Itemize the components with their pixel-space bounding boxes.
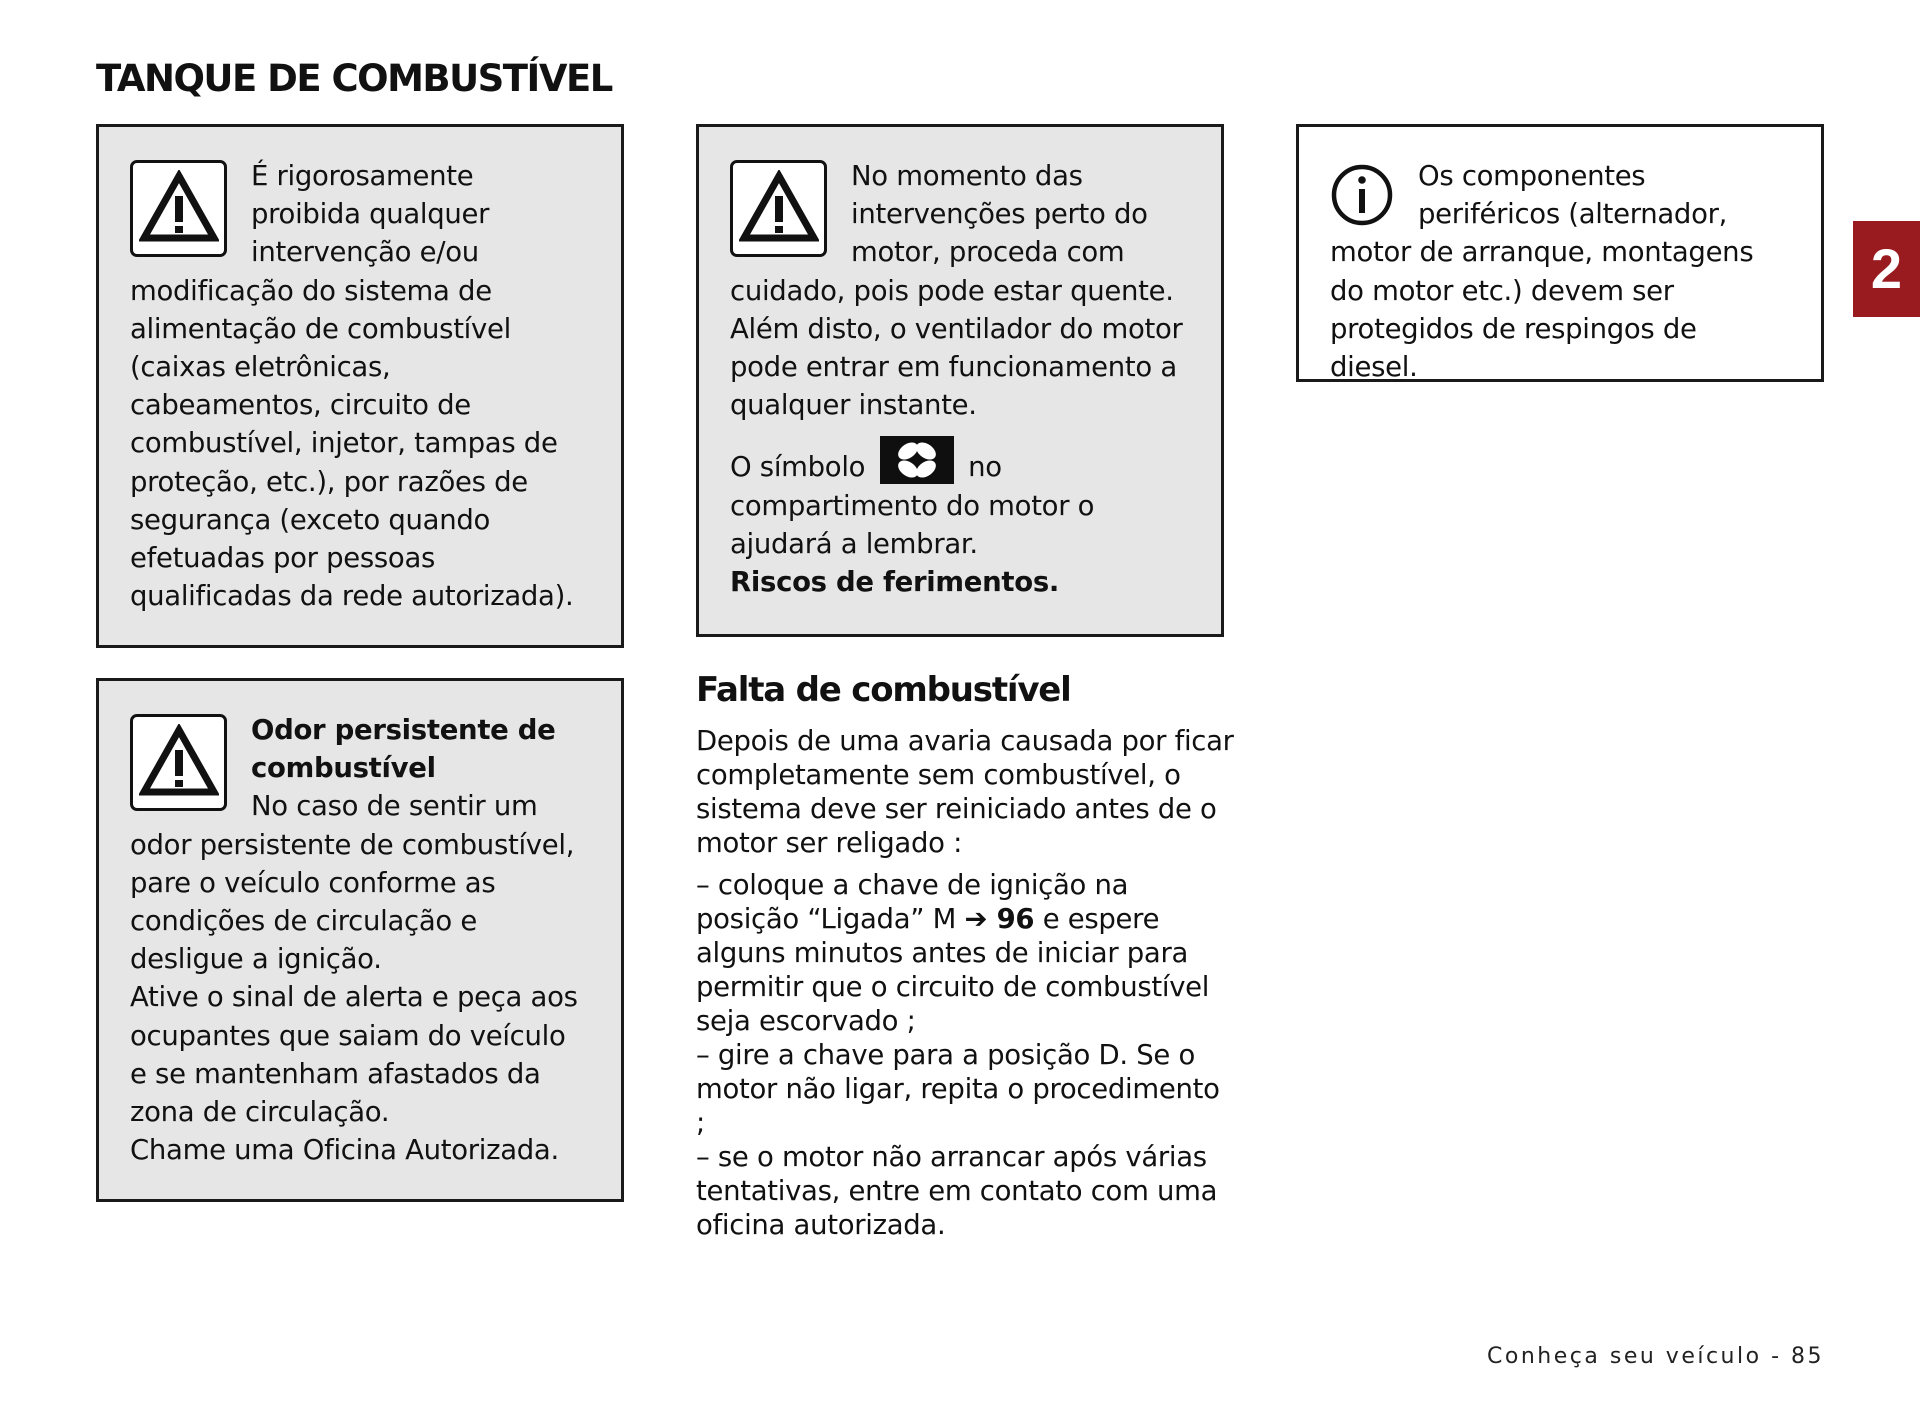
step-text: – coloque a chave de ignição na posição “Ligada” M [696,869,1129,935]
warning-text: No momento das intervenções perto do motor, proceda com cuidado, pois pode estar quente. Além disto, o ventilador do motor pode entrar em funcionamento a qualquer instante. [730,160,1183,422]
chapter-tab: 2 [1853,221,1920,317]
fuel-shortage-steps [696,868,1236,1242]
fuel-shortage-intro: Depois de uma avaria causada por ficar completamente sem combustível, o sistema deve ser reiniciado antes de o motor ser religado : [696,725,1234,859]
engine-fan-icon [880,436,954,484]
step-text: e espere alguns minutos antes de iniciar para permitir que o circuito de combustível seja escorvado ; [696,903,1210,1037]
warning-triangle-icon [730,160,827,257]
section-heading-fuel-shortage: Falta de combustível [696,670,1071,710]
info-box-peripheral-components [1296,124,1824,382]
warning-text: No caso de sentir um odor persistente de combustível, pare o veículo conforme as condições de circulação e desligue a ignição. [130,790,575,976]
list-item [696,868,1236,1038]
warning-text: Ative o sinal de alerta e peça aos ocupantes que saiam do veículo e se mantenham afastados da zona de circulação. [130,981,578,1129]
warning-box-fuel-system [96,124,624,648]
symbol-text-before: O símbolo [730,451,866,484]
warning-emphasis: Riscos de ferimentos. [730,566,1060,599]
info-icon [1330,163,1394,227]
warning-heading: Odor persistente de combustível [251,714,556,785]
info-text: Os componentes periféricos (alternador, motor de arranque, montagens do motor etc.) devem ser protegidos de respingos de diesel. [1330,160,1754,384]
page-footer: Conheça seu veículo - 85 [1487,1344,1824,1369]
page-title: TANQUE DE COMBUSTÍVEL [96,57,612,100]
list-item: – se o motor não arrancar após várias tentativas, entre em contato com uma oficina autorizada. [696,1141,1218,1241]
fuel-shortage-body [696,724,1236,1242]
fan-symbol-sentence [730,436,1189,563]
list-item: – gire a chave para a posição D. Se o motor não ligar, repita o procedimento ; [696,1039,1220,1139]
symbol-text-after: no compartimento do motor o ajudará a lembrar. [730,451,1095,560]
warning-triangle-icon [130,160,227,257]
page-reference-link[interactable]: ➔ 96 [964,903,1035,935]
warning-triangle-icon [130,714,227,811]
warning-box-fuel-odor [96,678,624,1202]
warning-box-engine-fan [696,124,1224,637]
warning-text: É rigorosamente proibida qualquer intervenção e/ou modificação do sistema de alimentação de combustível (caixas eletrônicas, cabeamentos, circuito de combustível, injetor, tampas de proteção, etc.), por razões de segurança (exceto quando efetuadas por pessoas qualificadas da rede autorizada). [130,160,574,613]
warning-text: Chame uma Oficina Autorizada. [130,1134,559,1167]
